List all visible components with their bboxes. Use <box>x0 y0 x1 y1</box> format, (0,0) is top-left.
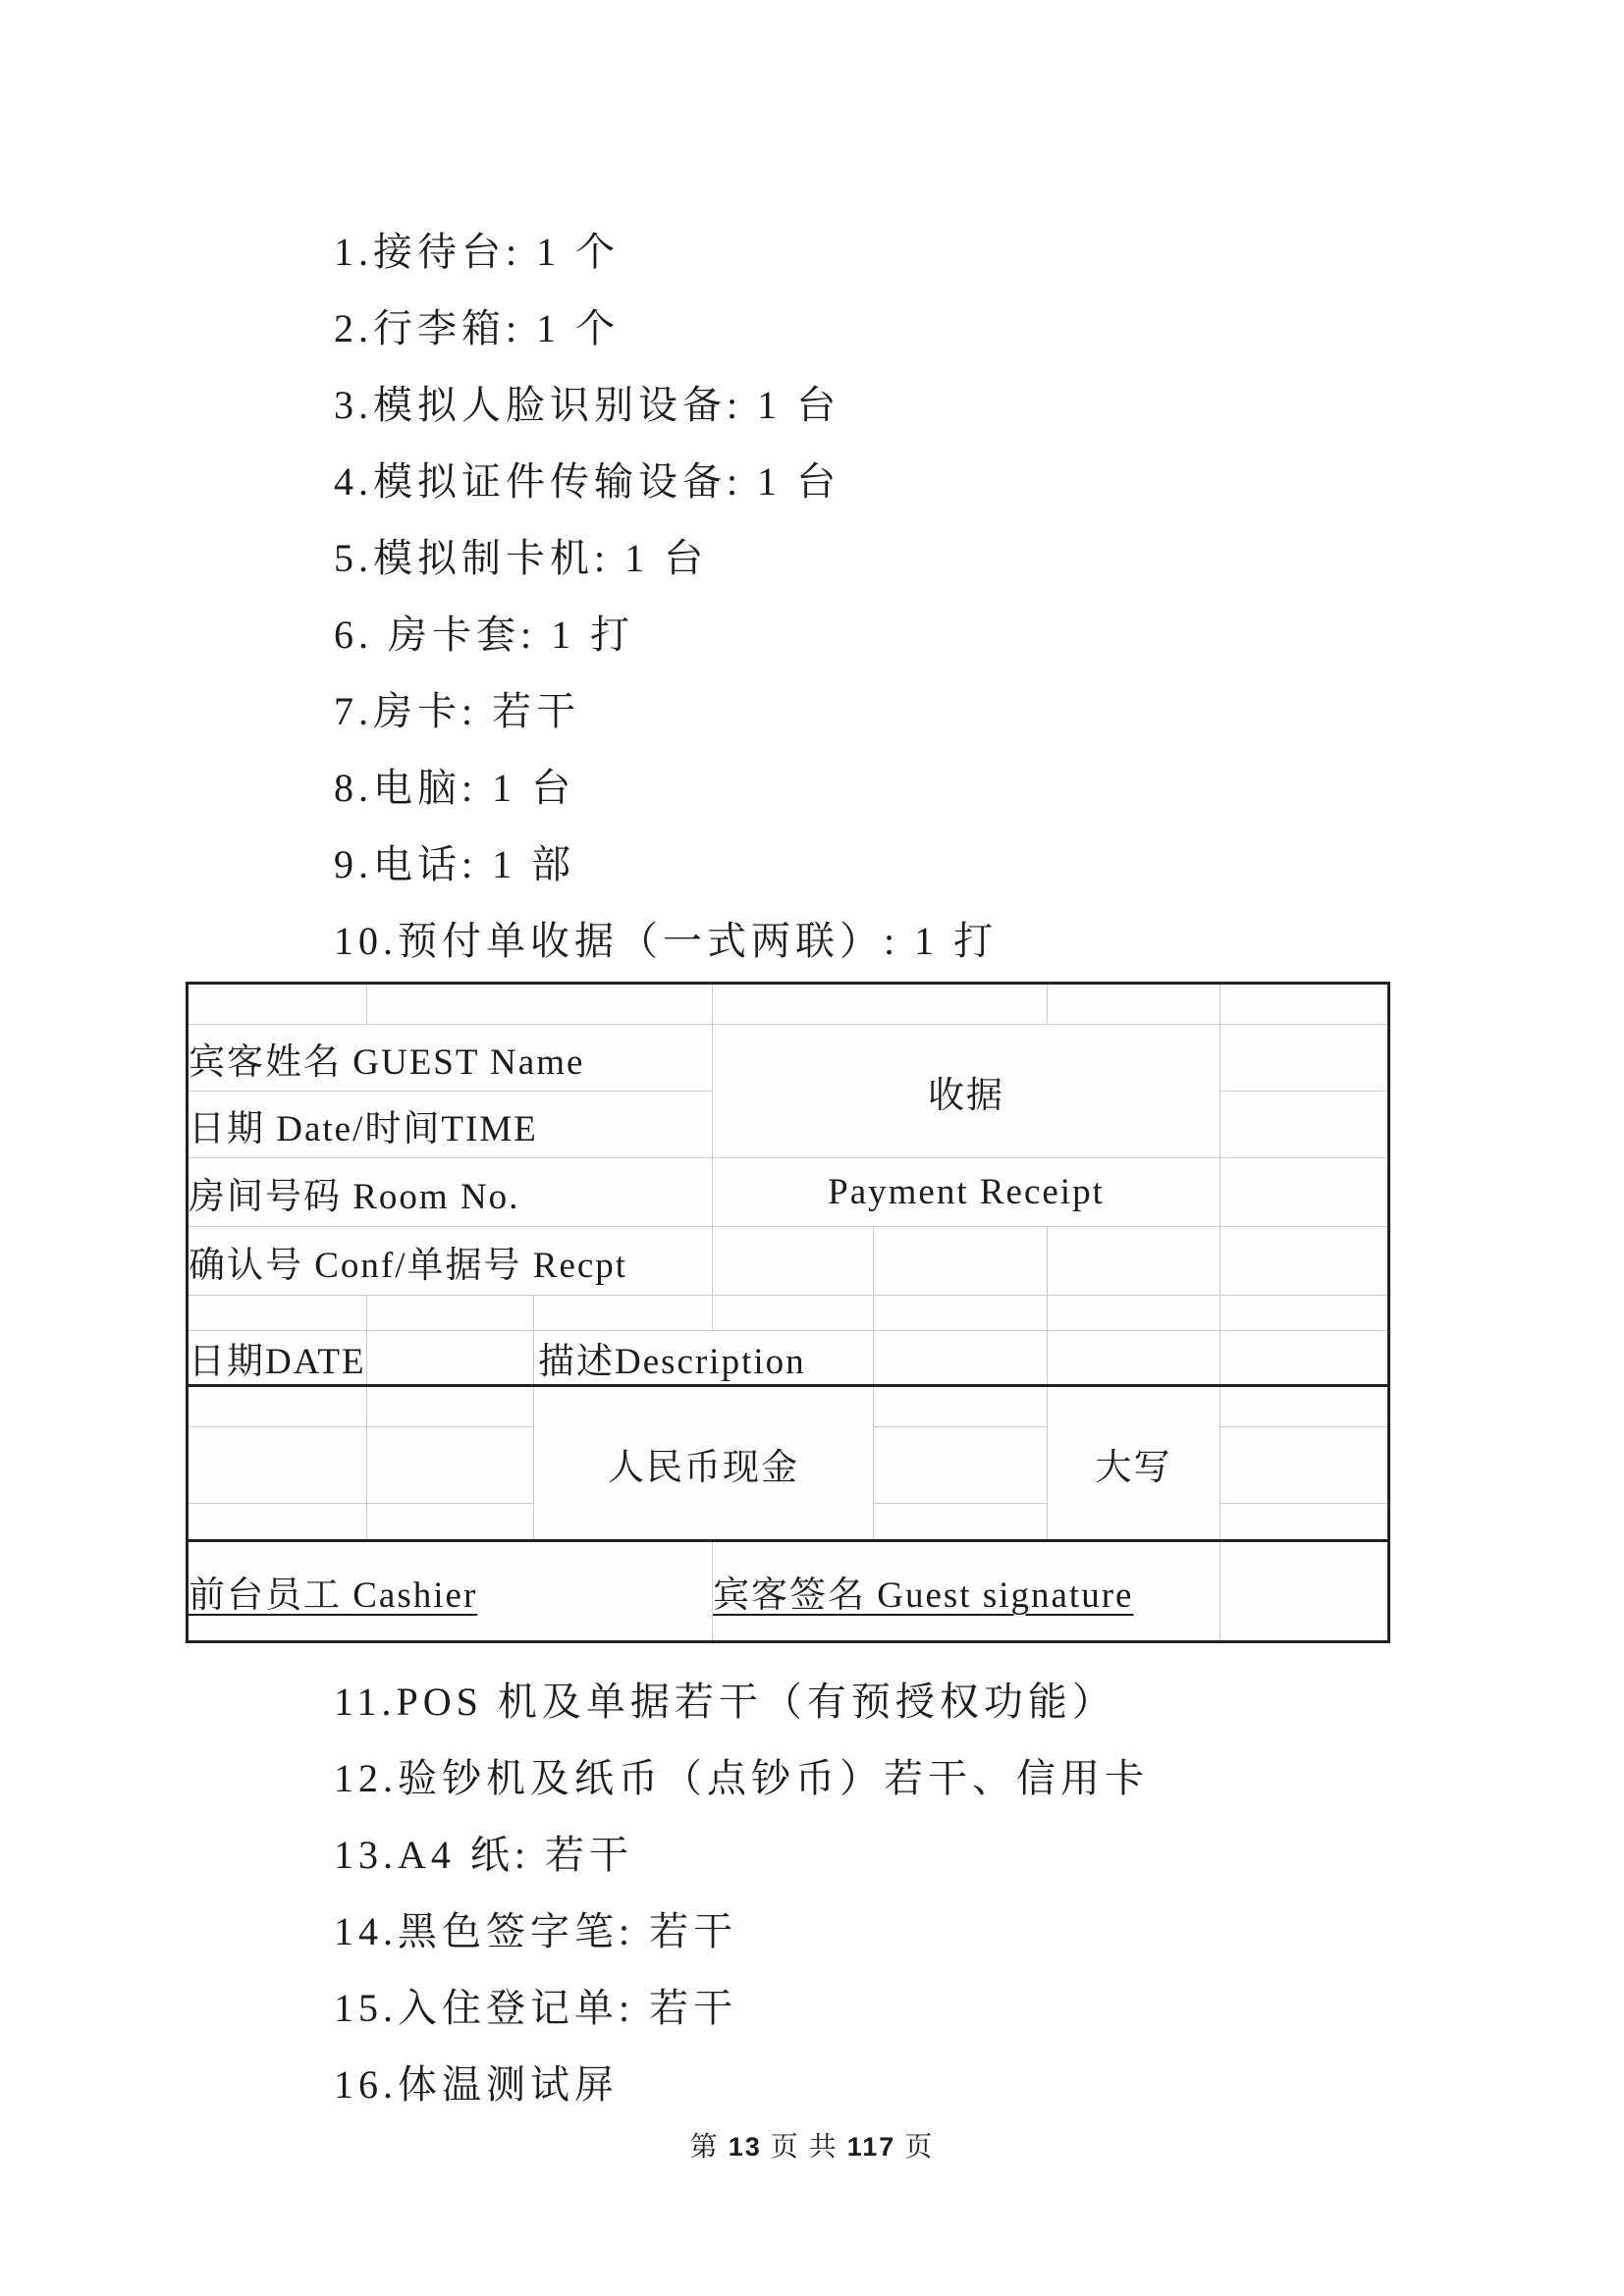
empty-cell <box>874 1331 1048 1386</box>
empty-cell <box>1048 1296 1220 1331</box>
guest-name-label-cell: 宾客姓名 GUEST Name <box>188 1025 713 1092</box>
list-item-7: 7.房卡: 若干 <box>334 689 581 733</box>
empty-cell <box>1048 1227 1220 1296</box>
cashier-label-cell <box>188 1541 713 1642</box>
empty-cell <box>713 1227 874 1296</box>
empty-cell <box>1220 1386 1389 1427</box>
guest-signature-label: 宾客签名 Guest signature <box>713 1575 1134 1616</box>
date-time-label-cell: 日期 Date/时间TIME <box>188 1092 713 1158</box>
list-item-8: 8.电脑: 1 台 <box>334 766 576 810</box>
empty-cell <box>713 1296 874 1331</box>
list-item-6: 6. 房卡套: 1 打 <box>334 613 635 657</box>
empty-cell <box>874 1296 1048 1331</box>
table-row <box>188 1158 1389 1227</box>
empty-cell <box>188 984 367 1025</box>
footer-page-number: 13 <box>728 2132 762 2162</box>
empty-cell <box>188 1296 367 1331</box>
empty-cell <box>1220 1541 1389 1642</box>
footer-total-pages: 117 <box>846 2132 896 2162</box>
table-row <box>188 1296 1389 1331</box>
list-item-13: 13.A4 纸: 若干 <box>334 1833 633 1877</box>
empty-cell <box>874 1386 1048 1427</box>
description-column-header-cell: 描述Description <box>534 1331 874 1386</box>
list-item-15: 15.入住登记单: 若干 <box>334 1986 738 2030</box>
payment-receipt-table <box>186 982 1390 1643</box>
guest-signature-label-cell <box>713 1541 1220 1642</box>
empty-cell <box>1048 984 1220 1025</box>
empty-cell <box>367 1427 534 1504</box>
list-item-4: 4.模拟证件传输设备: 1 台 <box>334 459 841 504</box>
table-row <box>188 1227 1389 1296</box>
footer-prefix: 第 <box>689 2132 729 2163</box>
table-row <box>188 1386 1389 1427</box>
empty-cell <box>1220 984 1389 1025</box>
list-item-2: 2.行李箱: 1 个 <box>334 306 621 350</box>
empty-cell <box>1048 1331 1220 1386</box>
list-item-1: 1.接待台: 1 个 <box>334 230 621 274</box>
list-item-9: 9.电话: 1 部 <box>334 842 576 886</box>
empty-cell <box>1220 1025 1389 1092</box>
list-item-3: 3.模拟人脸识别设备: 1 台 <box>334 383 841 427</box>
empty-cell <box>188 1386 367 1427</box>
table-row <box>188 1025 1389 1092</box>
table-row <box>188 984 1389 1025</box>
empty-cell <box>367 1504 534 1541</box>
empty-cell <box>874 1427 1048 1504</box>
receipt-title-en-cell: Payment Receipt <box>713 1158 1220 1227</box>
empty-cell <box>1220 1092 1389 1158</box>
list-item-16: 16.体温测试屏 <box>334 2062 619 2107</box>
room-no-label-cell: 房间号码 Room No. <box>188 1158 713 1227</box>
empty-cell <box>367 984 713 1025</box>
rmb-cash-label-cell: 人民币现金 <box>534 1386 874 1541</box>
empty-cell <box>1220 1296 1389 1331</box>
table-signature-row <box>188 1541 1389 1642</box>
empty-cell <box>367 1386 534 1427</box>
confirmation-label-cell: 确认号 Conf/单据号 Recpt <box>188 1227 713 1296</box>
empty-cell <box>874 1504 1048 1541</box>
empty-cell <box>1220 1504 1389 1541</box>
footer-middle: 页 共 <box>761 2132 847 2163</box>
list-item-12: 12.验钞机及纸币（点钞币）若干、信用卡 <box>334 1756 1149 1800</box>
receipt-title-cn-cell: 收据 <box>713 1025 1220 1158</box>
empty-cell <box>367 1296 534 1331</box>
empty-cell <box>534 1296 713 1331</box>
list-item-10: 10.预付单收据（一式两联）: 1 打 <box>334 919 999 963</box>
list-item-14: 14.黑色签字笔: 若干 <box>334 1909 738 1953</box>
cashier-label: 前台员工 Cashier <box>189 1575 478 1616</box>
empty-cell <box>1220 1227 1389 1296</box>
empty-cell <box>1220 1331 1389 1386</box>
empty-cell <box>1220 1427 1389 1504</box>
page-footer <box>0 2125 1624 2164</box>
empty-cell <box>713 984 1048 1025</box>
list-item-5: 5.模拟制卡机: 1 台 <box>334 536 709 580</box>
list-item-11: 11.POS 机及单据若干（有预授权功能） <box>334 1680 1116 1724</box>
empty-cell <box>874 1227 1048 1296</box>
date-column-header-cell: 日期DATE <box>188 1331 367 1386</box>
table-header-row <box>188 1331 1389 1386</box>
empty-cell <box>367 1331 534 1386</box>
empty-cell <box>188 1427 367 1504</box>
footer-suffix: 页 <box>895 2132 935 2163</box>
empty-cell <box>1220 1158 1389 1227</box>
amount-in-words-label-cell: 大写 <box>1048 1386 1220 1541</box>
empty-cell <box>188 1504 367 1541</box>
